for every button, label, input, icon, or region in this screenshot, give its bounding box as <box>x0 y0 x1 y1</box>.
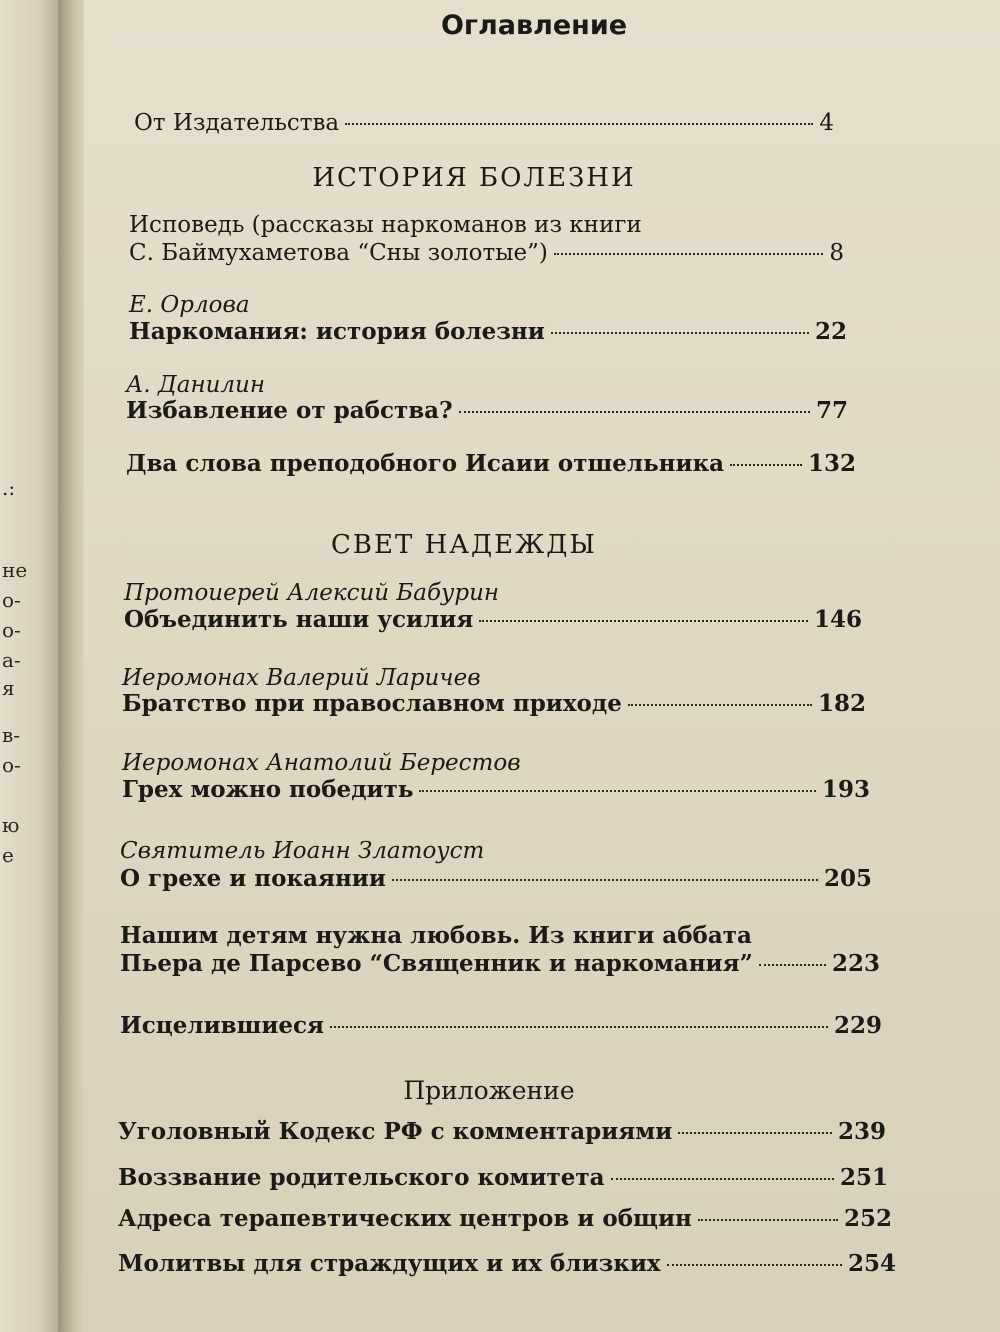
toc-entry <box>118 1205 892 1232</box>
toc-entry <box>129 240 844 266</box>
entry-author: Святитель Иоанн Златоуст <box>120 838 485 864</box>
dot-leader <box>551 332 809 334</box>
entry-page: 252 <box>843 1205 892 1232</box>
entry-title: Воззвание родительского комитета <box>118 1164 605 1191</box>
dot-leader <box>330 1026 828 1028</box>
entry-page: 146 <box>813 606 862 633</box>
facing-page-fragment: не <box>2 558 28 582</box>
facing-page-fragment: а- <box>2 648 21 672</box>
entry-page: 239 <box>837 1118 886 1145</box>
dot-leader <box>698 1219 838 1221</box>
dot-leader <box>392 879 818 881</box>
dot-leader <box>628 704 812 706</box>
facing-page-fragment: е <box>2 843 14 867</box>
entry-title: От Издательства <box>134 110 340 136</box>
entry-page: 22 <box>814 318 847 345</box>
entry-title: Грех можно победить <box>122 776 414 803</box>
dot-leader <box>479 620 808 622</box>
entry-title: Наркомания: история болезни <box>129 318 545 345</box>
entry-page: 8 <box>829 240 844 266</box>
dot-leader <box>459 411 810 413</box>
entry-author: Е. Орлова <box>129 292 250 318</box>
toc-page <box>84 0 1000 1332</box>
facing-page-fragment: о- <box>2 618 21 642</box>
dot-leader <box>678 1132 832 1134</box>
entry-title: Избавление от рабства? <box>126 397 453 424</box>
toc-entry <box>124 606 862 633</box>
toc-entry <box>118 1164 888 1191</box>
facing-page-fragment: ю <box>2 813 20 837</box>
entry-title: Адреса терапевтических центров и общин <box>118 1205 692 1232</box>
toc-entry <box>118 1118 886 1145</box>
entry-title-line: Исповедь (рассказы наркоманов из книги <box>129 212 642 238</box>
section-heading: СВЕТ НАДЕЖДЫ <box>331 530 597 560</box>
toc-entry <box>122 776 870 803</box>
toc-entry <box>129 318 847 345</box>
book-gutter <box>58 0 84 1332</box>
facing-page-fragment: о- <box>2 588 21 612</box>
entry-author: А. Данилин <box>126 372 266 398</box>
toc-entry <box>120 1012 882 1039</box>
entry-page: 132 <box>807 450 856 477</box>
entry-title: Пьера де Парсево “Священник и наркомания” <box>120 950 753 977</box>
entry-page: 205 <box>823 865 872 892</box>
entry-author: Протоиерей Алексий Бабурин <box>124 580 500 606</box>
facing-page-edge <box>0 0 58 1332</box>
entry-title-line: Нашим детям нужна любовь. Из книги аббата <box>120 922 752 949</box>
entry-title: С. Баймухаметова “Сны золотые”) <box>129 240 548 266</box>
entry-page: 4 <box>819 110 834 136</box>
dot-leader <box>667 1264 842 1266</box>
dot-leader <box>554 253 824 255</box>
entry-title: Два слова преподобного Исаии отшельника <box>126 450 725 477</box>
entry-page: 254 <box>847 1250 896 1277</box>
toc-entry <box>118 1250 896 1277</box>
entry-title: Уголовный Кодекс РФ с комментариями <box>118 1118 673 1145</box>
dot-leader <box>730 464 802 466</box>
page-title: Оглавление <box>440 10 628 41</box>
facing-page-fragment: в- <box>2 723 21 747</box>
toc-entry <box>126 450 856 477</box>
toc-entry <box>122 690 866 717</box>
toc-entry <box>126 397 848 424</box>
entry-page: 223 <box>831 950 880 977</box>
section-heading: Приложение <box>403 1076 575 1105</box>
facing-page-fragment: .: <box>2 476 16 500</box>
entry-title: Братство при православном приходе <box>122 690 622 717</box>
dot-leader <box>759 964 826 966</box>
section-heading: ИСТОРИЯ БОЛЕЗНИ <box>312 163 636 193</box>
entry-page: 182 <box>817 690 866 717</box>
entry-page: 229 <box>833 1012 882 1039</box>
entry-page: 77 <box>815 397 848 424</box>
dot-leader <box>611 1178 834 1180</box>
dot-leader <box>345 123 813 125</box>
facing-page-fragment: я <box>2 676 15 700</box>
facing-page-fragment: о- <box>2 753 21 777</box>
entry-author: Иеромонах Валерий Ларичев <box>122 665 481 691</box>
dot-leader <box>419 790 816 792</box>
toc-entry <box>134 110 834 136</box>
entry-title: О грехе и покаянии <box>120 865 386 892</box>
entry-author: Иеромонах Анатолий Берестов <box>122 750 521 776</box>
toc-entry <box>120 950 880 977</box>
entry-title: Исцелившиеся <box>120 1012 325 1039</box>
entry-page: 193 <box>821 776 870 803</box>
entry-title: Объединить наши усилия <box>124 606 474 633</box>
entry-title: Молитвы для страждущих и их близких <box>118 1250 661 1277</box>
entry-page: 251 <box>839 1164 888 1191</box>
toc-entry <box>120 865 872 892</box>
